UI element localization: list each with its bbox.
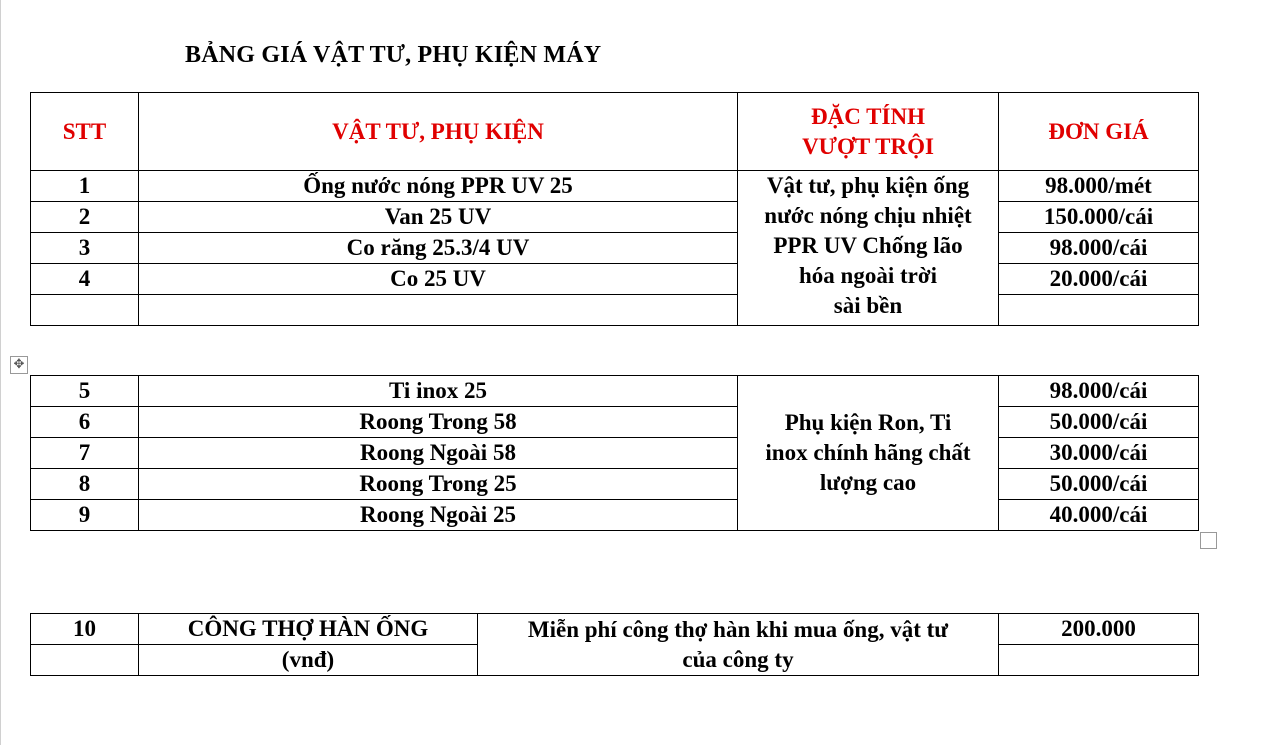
cell-item: Co răng 25.3/4 UV [139,233,738,264]
cell-price: 98.000/mét [999,171,1199,202]
cell-price: 98.000/cái [999,376,1199,407]
cell-stt: 2 [31,202,139,233]
cell-item: Roong Trong 25 [139,469,738,500]
header-price: ĐƠN GIÁ [999,93,1199,171]
feature-line: lượng cao [819,470,917,495]
table-header-row [31,93,1199,171]
table-row [31,407,1199,438]
cell-stt: 8 [31,469,139,500]
table-row [31,438,1199,469]
table-move-handle-icon[interactable]: ✥ [10,356,28,374]
feature-line: PPR UV Chống lão [773,233,963,258]
header-stt: STT [31,93,139,171]
cell-labor-label: CÔNG THỢ HÀN ỐNG [139,614,478,645]
cell-stt: 3 [31,233,139,264]
cell-stt: 6 [31,407,139,438]
table-resize-handle-icon[interactable] [1200,532,1217,549]
table-row [31,171,1199,202]
cell-price: 150.000/cái [999,202,1199,233]
cell-price: 50.000/cái [999,407,1199,438]
table-row [31,500,1199,531]
header-feature [738,93,999,171]
cell-stt: 10 [31,614,139,645]
feature-line: nước nóng chịu nhiệt [764,203,972,228]
cell-price: 50.000/cái [999,469,1199,500]
cell-price [999,295,1199,326]
header-item: VẬT TƯ, PHỤ KIỆN [139,93,738,171]
cell-price: 98.000/cái [999,233,1199,264]
cell-item [139,295,738,326]
feature-line: Phụ kiện Ron, Ti [784,410,952,435]
feature-line: sài bền [833,293,903,318]
cell-item: Roong Trong 58 [139,407,738,438]
cell-price [999,645,1199,676]
cell-item: Roong Ngoài 25 [139,500,738,531]
feature-line: hóa ngoài trời [799,263,937,288]
cell-stt [31,295,139,326]
cell-item: Co 25 UV [139,264,738,295]
cell-item: Van 25 UV [139,202,738,233]
cell-stt: 5 [31,376,139,407]
table-row [31,202,1199,233]
cell-stt: 1 [31,171,139,202]
cell-labor-desc [478,614,999,676]
table-row [31,614,1199,645]
cell-item: Ti inox 25 [139,376,738,407]
cell-price: 20.000/cái [999,264,1199,295]
table-row [31,295,1199,326]
cell-stt [31,645,139,676]
cell-feature [738,171,999,326]
header-feature-line2: VƯỢT TRỘI [802,133,934,159]
cell-stt: 7 [31,438,139,469]
cell-feature [738,376,999,531]
cell-price: 30.000/cái [999,438,1199,469]
cell-stt: 4 [31,264,139,295]
table-row [31,376,1199,407]
labor-table [30,613,1199,676]
cell-price: 200.000 [999,614,1199,645]
table-row [31,264,1199,295]
page-left-edge [0,0,1,745]
feature-line: inox chính hãng chất [765,440,971,465]
header-feature-line1: ĐẶC TÍNH [811,103,925,129]
document-title: BẢNG GIÁ VẬT TƯ, PHỤ KIỆN MÁY [185,42,602,68]
cell-price: 40.000/cái [999,500,1199,531]
cell-stt: 9 [31,500,139,531]
cell-item: Roong Ngoài 58 [139,438,738,469]
labor-desc-line: của công ty [682,646,794,672]
cell-item: Ống nước nóng PPR UV 25 [139,171,738,202]
price-table-2 [30,375,1199,531]
price-table-1 [30,92,1199,326]
table-row [31,469,1199,500]
feature-line: Vật tư, phụ kiện ống [766,173,970,198]
cell-labor-unit: (vnđ) [139,645,478,676]
labor-desc-line: Miễn phí công thợ hàn khi mua ống, vật tư [527,616,949,642]
table-row [31,233,1199,264]
